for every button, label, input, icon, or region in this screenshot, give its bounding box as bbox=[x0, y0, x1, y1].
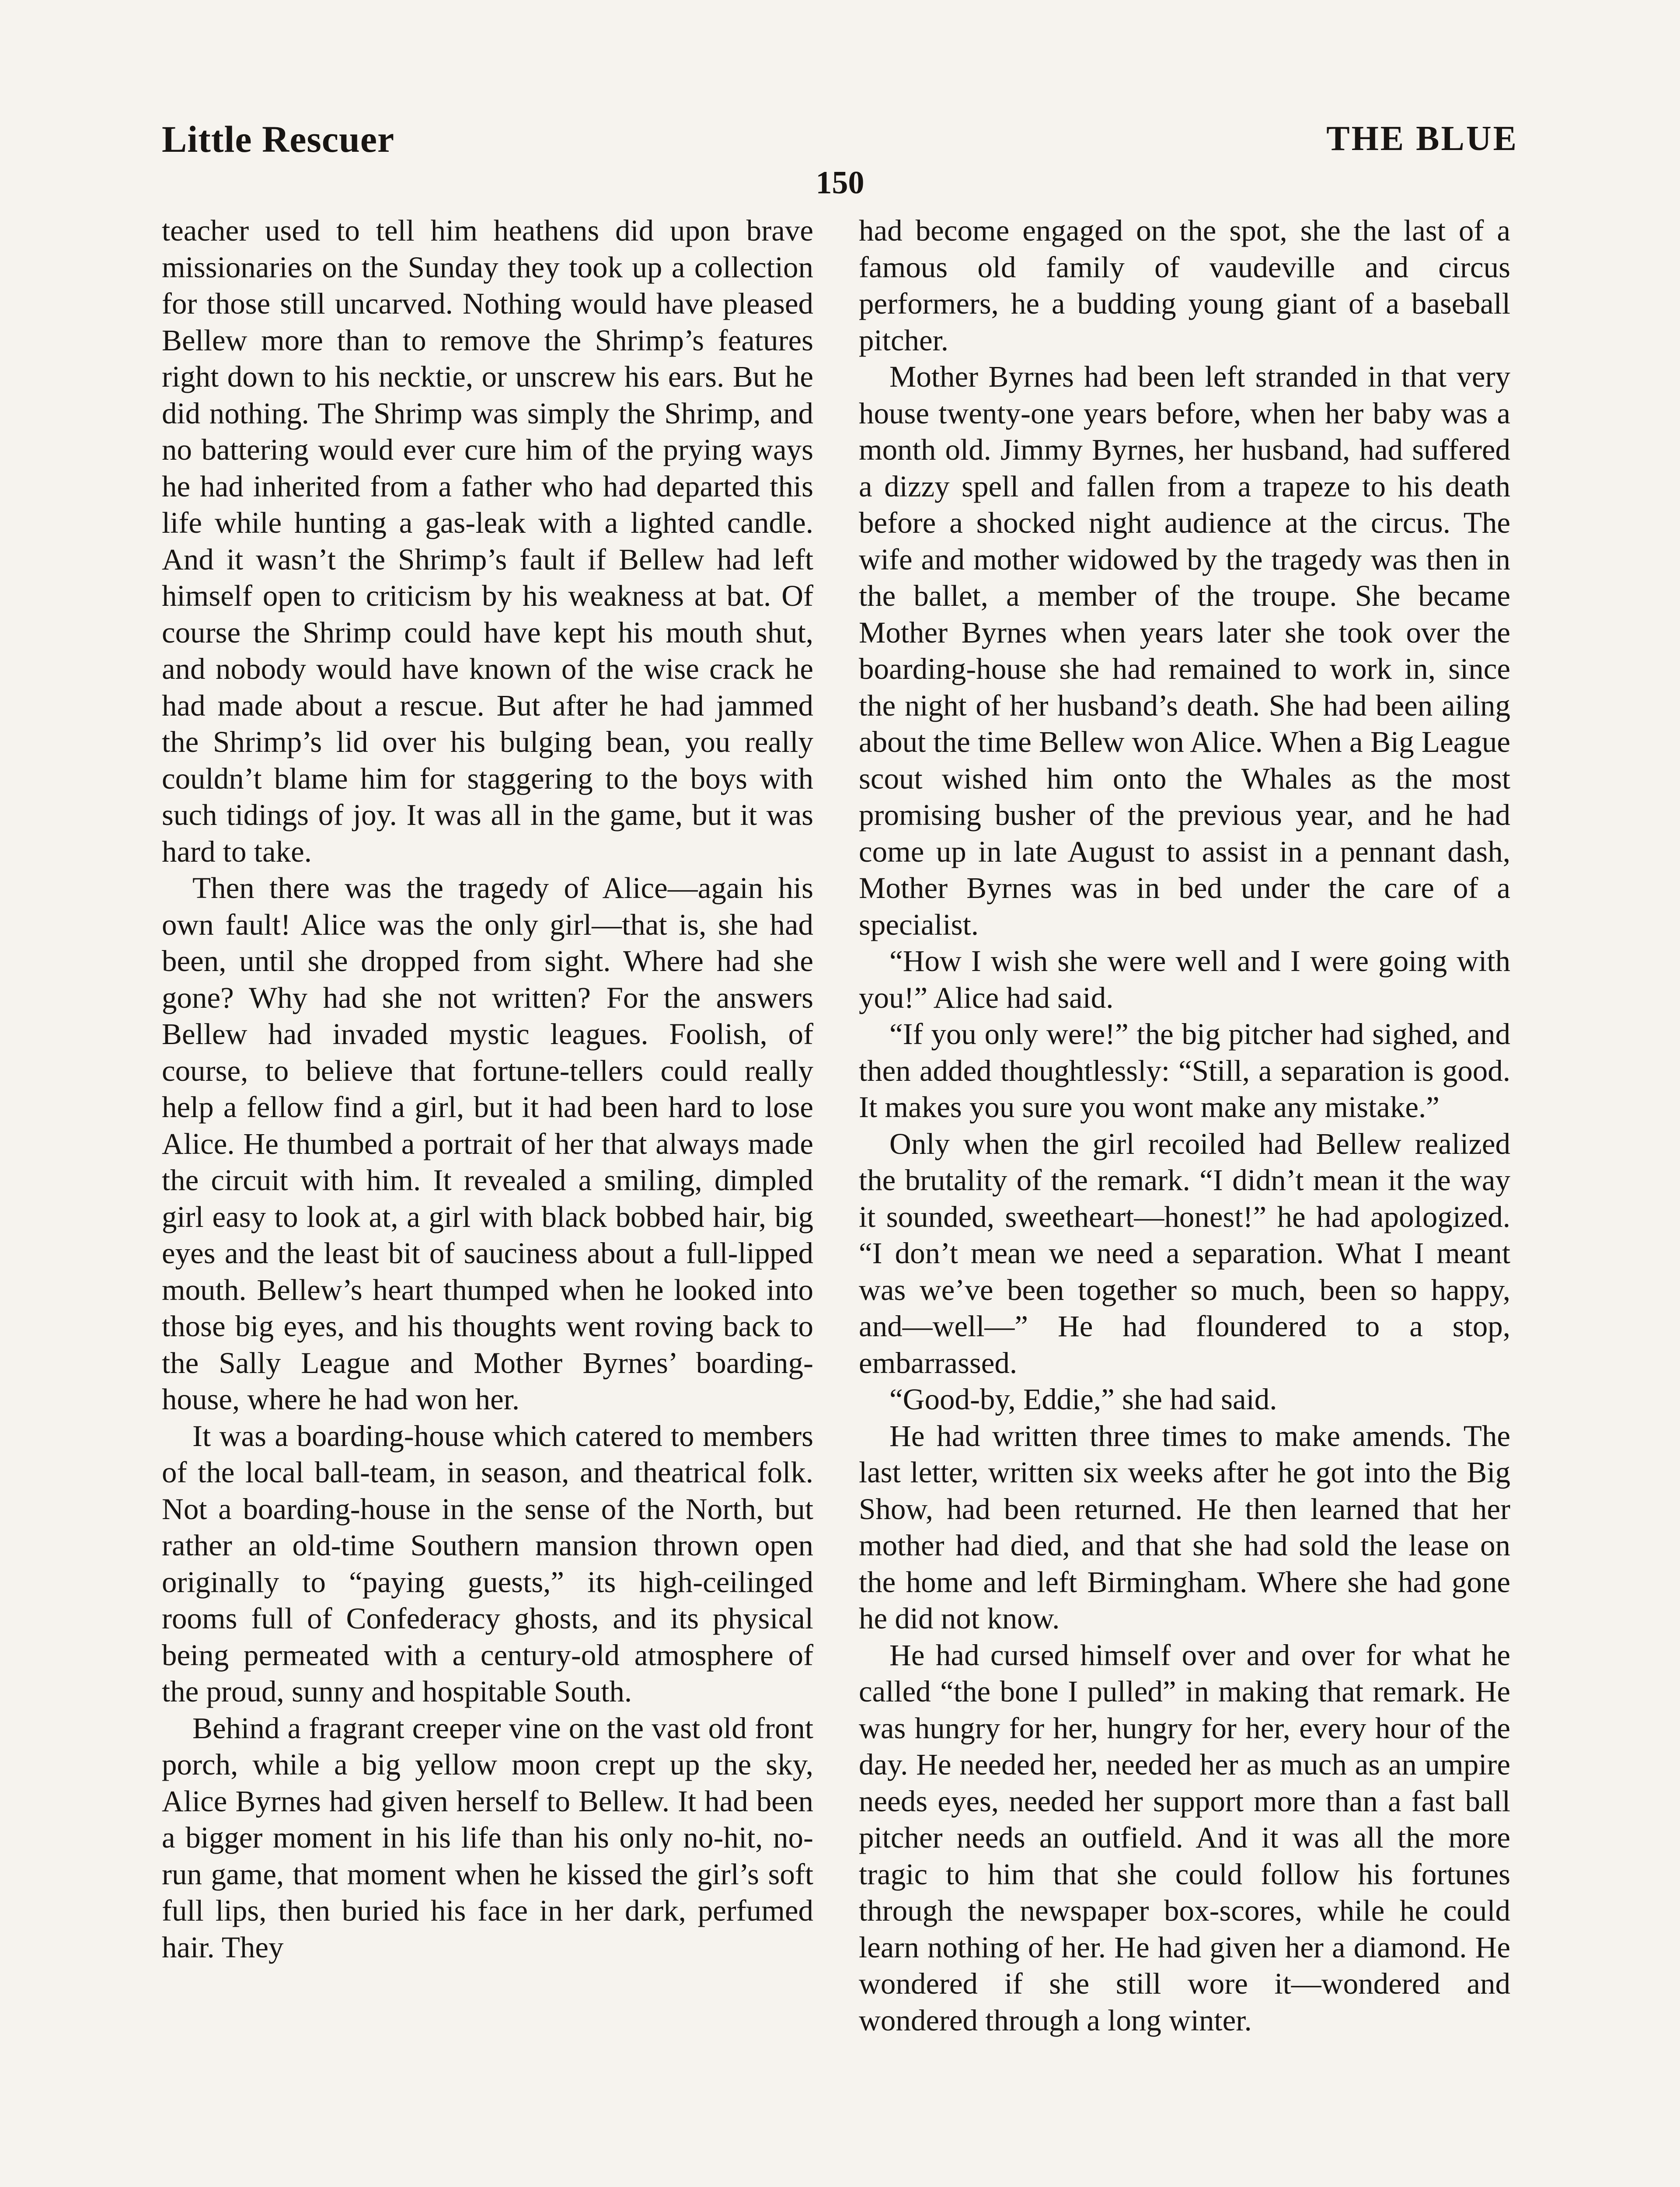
page-number: 150 bbox=[816, 165, 864, 201]
paragraph: “Good-by, Eddie,” she had said. bbox=[889, 1383, 1277, 1416]
running-head-magazine-title: THE BLUE bbox=[1326, 119, 1518, 158]
text-column-right bbox=[859, 213, 1510, 2039]
paragraph: Only when the girl recoiled had Bellew realized the brutality of the remark. “I didn’t mean it the way it sounded, sweetheart—honest!” he had apologized. “I don’t mean we need a separation. What I meant was we’ve been together so much, been so happy, and—well—” He had floundered to a stop, embarrassed. bbox=[859, 1127, 1510, 1380]
paragraph: Mother Byrnes had been left stranded in that very house twenty-one years before, when her baby was a month old. Jimmy Byrnes, her husband, had suffered a dizzy spell and fallen from a trapeze to his death before a shocked night audience at the circus. The wife and mother widowed by the tragedy was then in the ballet, a member of the troupe. She became Mother Byrnes when years later she took over the boarding-house she had remained to work in, since the night of her husband’s death. She had been ailing about the time Bellew won Alice. When a Big League scout wished him onto the Whales as the most promising busher of the previous year, and he had come up in late August to assist in a pennant dash, Mother Byrnes was in bed under the care of a specialist. bbox=[859, 360, 1510, 941]
paragraph: It was a boarding-house which catered to members of the local ball-team, in season, and theatrical folk. Not a boarding-house in the sense of the North, but rather an old-time Southern mansion thrown open originally to “paying guests,” its high-ceilinged rooms full of Confederacy ghosts, and its physical being permeated with a century-old atmosphere of the proud, sunny and hospitable South. bbox=[162, 1419, 813, 1708]
paragraph: Then there was the tragedy of Alice—again his own fault! Alice was the only girl—that is, she had been, until she dropped from sight. Where had she gone? Why had she not written? For the answers Bellew had invaded mystic leagues. Foolish, of course, to believe that fortune-tellers could really help a fellow find a girl, but it had been hard to lose Alice. He thumbed a portrait of her that always made the circuit with him. It revealed a smiling, dimpled girl easy to look at, a girl with black bobbed hair, big eyes and the least bit of sauciness about a full-lipped mouth. Bellew’s heart thumped when he looked into those big eyes, and his thoughts went roving back to the Sally League and Mother Byrnes’ boarding-house, where he had won her. bbox=[162, 871, 813, 1416]
paragraph: had become engaged on the spot, she the last of a famous old family of vaudeville and circus performers, he a budding young giant of a baseball pitcher. bbox=[859, 214, 1510, 357]
paragraph: teacher used to tell him heathens did upon brave missionaries on the Sunday they took up a collection for those still uncarved. Nothing would have pleased Bellew more than to remove the Shrimp’s features right down to his necktie, or unscrew his ears. But he did nothing. The Shrimp was simply the Shrimp, and no battering would ever cure him of the prying ways he had inherited from a father who had departed this life while hunting a gas-leak with a lighted candle. And it wasn’t the Shrimp’s fault if Bellew had left himself open to criticism by his weakness at bat. Of course the Shrimp could have kept his mouth shut, and nobody would have known of the wise crack he had made about a rescue. But after he had jammed the Shrimp’s lid over his bulging bean, you really couldn’t blame him for staggering to the boys with such tidings of joy. It was all in the game, but it was hard to take. bbox=[162, 214, 813, 868]
paragraph: “If you only were!” the big pitcher had sighed, and then added thoughtlessly: “Still, a separation is good. It makes you sure you wont make any mistake.” bbox=[859, 1017, 1510, 1124]
paragraph: Behind a fragrant creeper vine on the vast old front porch, while a big yellow moon crept up the sky, Alice Byrnes had given herself to Bellew. It had been a bigger moment in his life than his only no-hit, no-run game, that moment when he kissed the girl’s soft full lips, then buried his face in her dark, perfumed hair. They bbox=[162, 1711, 813, 1964]
running-head-story-title: Little Rescuer bbox=[162, 118, 395, 160]
paragraph: He had written three times to make amends. The last letter, written six weeks after he got into the Big Show, had been returned. He then learned that her mother had died, and that she had sold the lease on the home and left Birmingham. Where she had gone he did not know. bbox=[859, 1419, 1510, 1635]
paragraph: He had cursed himself over and over for what he called “the bone I pulled” in making that remark. He was hungry for her, hungry for her, every hour of the day. He needed her, needed her as much as an umpire needs eyes, needed her support more than a fast ball pitcher needs an outfield. And it was all the more tragic to him that she could follow his fortunes through the newspaper box-scores, while he could learn nothing of her. He had given her a diamond. He wondered if she still wore it—wondered and wondered through a long winter. bbox=[859, 1638, 1510, 2037]
text-column-left bbox=[162, 213, 813, 1966]
paragraph: “How I wish she were well and I were going with you!” Alice had said. bbox=[859, 944, 1510, 1014]
